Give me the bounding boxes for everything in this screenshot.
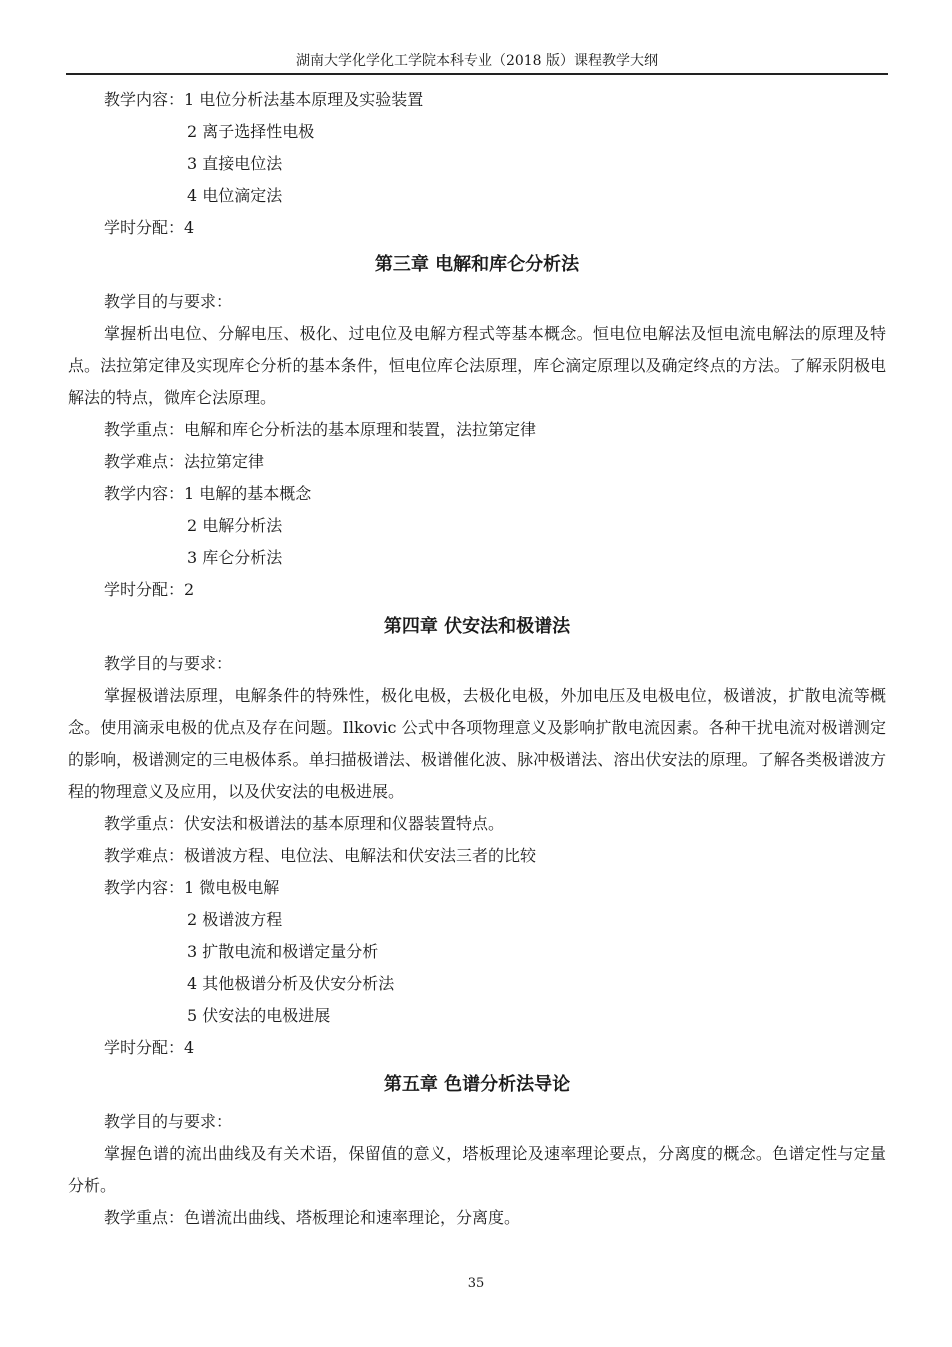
goal-label: 教学目的与要求： (104, 1112, 233, 1131)
content-item: 2 极谱波方程 (187, 910, 283, 929)
goal-text: 掌握色谱的流出曲线及有关术语，保留值的意义，塔板理论及速率理论要点，分离度的概念。色谱定性与定量分析。 (68, 1144, 886, 1195)
chapter-5-title: 第五章 色谱分析法导论 (383, 1074, 571, 1095)
hours-allocation: 学时分配：4 (104, 218, 195, 237)
goal-text: 掌握析出电位、分解电压、极化、过电位及电解方程式等基本概念。恒电位电解法及恒电流电解法的原理及特点。法拉第定律及实现库仑分析的基本条件，恒电位库仑法原理，库仑滴定原理以及确定终点的方法。了解汞阴极电解法的特点，微库仑法原理。 (68, 324, 886, 407)
difficulties: 教学难点：极谱波方程、电位法、电解法和伏安法三者的比较 (104, 846, 537, 865)
content-item: 1 电解的基本概念 (184, 484, 312, 503)
content-item: 1 微电极电解 (184, 878, 280, 897)
content-item: 4 其他极谱分析及伏安分析法 (187, 974, 395, 993)
running-header: 湖南大学化学化工学院本科专业（2018 版）课程教学大纲 (295, 53, 659, 69)
page-number: 35 (467, 1276, 485, 1291)
chapter-3-title: 第三章 电解和库仑分析法 (374, 254, 580, 275)
hours-allocation: 学时分配：4 (104, 1038, 195, 1057)
goal-text: 掌握极谱法原理，电解条件的特殊性，极化电极，去极化电极，外加电压及电极电位，极谱波，扩散电流等概念。使用滴汞电极的优点及存在问题。Ilkovic 公式中各项物理意义及影响扩散电流因素。各种干扰电流对极谱测定的影响，极谱测定的三电极体系。单扫描极谱法、极谱催化波、脉冲极谱法、溶出伏安法的原理。了解各类极谱波方程的物理意义及应用，以及伏安法的电极进展。 (68, 686, 886, 801)
goal-label: 教学目的与要求： (104, 292, 233, 311)
content-item: 3 库仑分析法 (187, 548, 283, 567)
content-item: 3 扩散电流和极谱定量分析 (187, 942, 379, 961)
content-label: 教学内容： (104, 90, 185, 109)
content-item: 3 直接电位法 (187, 154, 283, 173)
key-points: 教学重点：电解和库仑分析法的基本原理和装置，法拉第定律 (104, 420, 537, 439)
content-label: 教学内容： (104, 484, 185, 503)
content-item: 1 电位分析法基本原理及实验装置 (184, 90, 424, 109)
key-points: 教学重点：伏安法和极谱法的基本原理和仪器装置特点。 (104, 814, 505, 833)
top-content-line (68, 84, 886, 116)
content-label: 教学内容： (104, 878, 185, 897)
content-item: 2 离子选择性电极 (187, 122, 315, 141)
hours-allocation: 学时分配：2 (104, 580, 195, 599)
content-line (68, 872, 886, 904)
content-line (68, 478, 886, 510)
header-divider (66, 73, 888, 75)
key-points: 教学重点：色谱流出曲线、塔板理论和速率理论，分离度。 (104, 1208, 521, 1227)
content-item: 5 伏安法的电极进展 (187, 1006, 331, 1025)
goal-label: 教学目的与要求： (104, 654, 233, 673)
content-item: 2 电解分析法 (187, 516, 283, 535)
content-item: 4 电位滴定法 (187, 186, 283, 205)
chapter-4-title: 第四章 伏安法和极谱法 (383, 616, 571, 637)
difficulties: 教学难点：法拉第定律 (104, 452, 265, 471)
document-body (68, 84, 886, 1234)
